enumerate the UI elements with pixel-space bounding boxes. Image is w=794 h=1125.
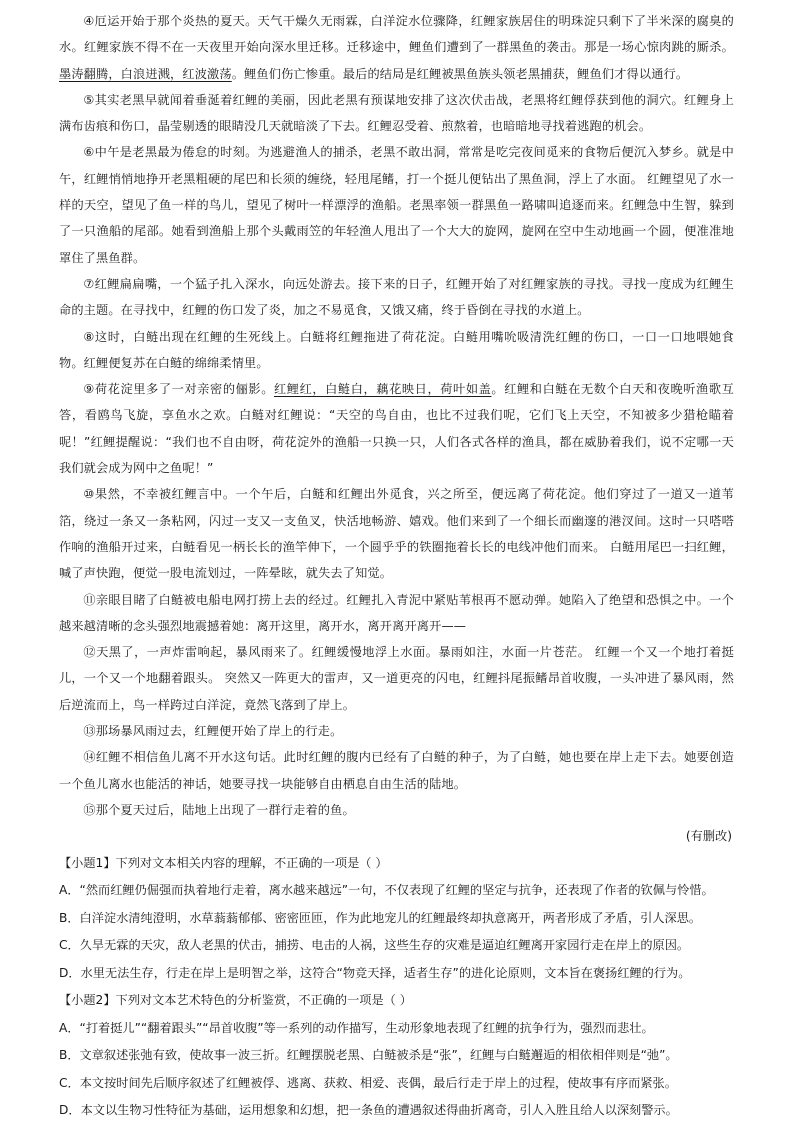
paragraph-9-text-b: 。红鲤和白鲢在无数个白天和夜晚听渔歌互答，看鸥鸟飞旋，享鱼水之欢。白鲢对红鲤说：“天空的鸟自由，也比不过我们呢，它们飞上天空，不知被多少猎枪瞄着呢！”红鲤提醒说：“我们也不自由呀，荷花淀外的渔船一只换一只，人们各式各样的渔具，都在威胁着我们，说不定哪一天我们就会成为网中之鱼呢！” — [59, 382, 734, 476]
question-2 — [0, 987, 794, 1125]
paragraph-9-text-a: ⑨荷花淀里多了一对亲密的俪影。 — [83, 382, 274, 397]
paragraph-4-text-a: ④厄运开始于那个炎热的夏天。天气干燥久无雨霖，白洋淀水位骤降，红鲤家族居住的明珠淀只剩下了半米深的腐臭的水。红鲤家族不得不在一天夜里开始向深水里迁移。迁移途中，鲤鱼们遭到了一群黑鱼的袭击。那是一场心惊肉跳的厮杀。 — [59, 14, 734, 55]
paragraph-13: ⑬那场暴风雨过去，红鲤便开始了岸上的行走。 — [83, 724, 343, 739]
paragraph-5: ⑤其实老黑早就闻着垂涎着红鲤的美丽，因此老黑有预谋地安排了这次伏击战，老黑将红鲤俘获到他的洞穴。红鲤身上满布齿痕和伤口，晶莹剔透的眼睛没几天就暗淡了下去。红鲤忍受着、煎熬着，也暗暗地寻找着逃跑的机会。 — [59, 92, 734, 134]
paragraph-4-text-b: 。鲤鱼们伤亡惨重。最后的结局是红鲤被黑鱼族头领老黑捕获，鲤鱼们才得以通行。 — [231, 66, 689, 81]
paragraph-6: ⑥中午是老黑最为倦怠的时刻。为逃避渔人的捕杀，老黑不敢出洞，常常是吃完夜间觅来的食物后便沉入梦乡。就是中午，红鲤悄悄地挣开老黑粗硬的尾巴和长须的缠绕，轻甩尾鳍，打一个挺儿便钻出了黑鱼洞，浮上了水面。 红鲤望见了水一样的天空，望见了鱼一样的鸟儿，望见了树叶一样漂浮的渔船。老黑率领一群黑鱼一路啸叫追逐而来。红鲤急中生智，躲到了一只渔船的尾部。她看到渔船上那个头戴雨笠的年轻渔人甩出了一个大大的旋网，旋网在空中生动地画一个圆，便准准地罩住了黑鱼群。 — [59, 145, 734, 265]
paragraph-7: ⑦红鲤扁扁嘴，一个猛子扎入深水，向远处游去。接下来的日子，红鲤开始了对红鲤家族的寻找。寻找一度成为红鲤生命的主题。在寻找中，红鲤的伤口发了炎，加之不易觅食，又饿又痛，终于昏倒在寻找的水道上。 — [59, 276, 734, 318]
reading-passage — [0, 8, 794, 1125]
paragraph-12: ⑫天黑了，一声炸雷响起，暴风雨来了。红鲤缓慢地浮上水面。暴雨如注，水面一片苍茫。 红鲤一个又一个地打着挺儿，一个又一个地翻着跟头。 突然又一阵更大的雷声，又一道更亮的闪电，红鲤抖尾振鳍昂首收腹，一头冲进了暴风雨，然后逆流而上，鸟一样跨过白洋淀，竟然飞落到了岸上。 — [59, 645, 734, 712]
question-1-option-c[interactable]: C．久旱无霖的天灾，敌人老黑的伏击，捕捞、电击的人祸，这些生存的灾难是逼迫红鲤离开家园行走在岸上的原因。 — [59, 938, 690, 952]
paragraph-4-underlined: 墨涛翻腾，白浪迸溅，红波激荡 — [59, 66, 232, 81]
paragraph-11: ⑪亲眼目睹了白鲢被电船电网打捞上去的经过。红鲤扎入青泥中紧贴苇根再不愿动弹。她陷入了绝望和恐惧之中。一个越来越清晰的念头强烈地震撼着她：离开这里，离开水，离开离开离开—— — [59, 592, 734, 633]
paragraph-8: ⑧这时，白鲢出现在红鲤的生死线上。白鲢将红鲤拖进了荷花淀。白鲢用嘴吮吸清洗红鲤的伤口，一口一口地喂她食物。红鲤便复苏在白鲢的绵绵柔情里。 — [59, 329, 734, 370]
paragraph-4 — [0, 8, 794, 87]
paragraph-9 — [0, 376, 794, 481]
question-1-option-a[interactable]: A．“然而红鲤仍倔强而执着地行走着，离水越来越远”一句，不仅表现了红鲤的坚定与抗争，还表现了作者的钦佩与怜惜。 — [59, 883, 714, 897]
source-note: (有删改) — [685, 829, 732, 844]
question-2-option-b[interactable]: B．文章叙述张弛有致，使故事一波三折。红鲤摆脱老黑、白鲢被杀是“张”，红鲤与白鲢邂逅的相依相伴则是“弛”。 — [59, 1048, 678, 1062]
paragraph-9-underlined: 红鲤红，白鲢白，藕花映日，荷叶如盖 — [273, 382, 492, 397]
question-1-option-d[interactable]: D．水里无法生存，行走在岸上是明智之举，这符合“物竞天择，适者生存”的进化论原则，文本旨在褒扬红鲤的行为。 — [59, 965, 691, 980]
question-2-option-a[interactable]: A．“打着挺儿”“翻着跟头”“昂首收腹”等一系列的动作描写，生动形象地表现了红鲤的抗争行为，强烈而悲壮。 — [59, 1020, 654, 1035]
paragraph-10: ⑩果然，不幸被红鲤言中。一个午后，白鲢和红鲤出外觅食，兴之所至，便远离了荷花淀。他们穿过了一道又一道苇箔，绕过一条又一条粘网，闪过一支又一支鱼叉，快活地畅游、嬉戏。他们来到了一个细长而幽邃的港汊间。这时一只嗒嗒作响的渔船开过来，白鲢看见一柄长长的渔竿伸下，一个圆乎乎的铁圈拖着长长的电线冲他们而来。 白鲢用尾巴一扫红鲤，喊了声快跑，便觉一股电流划过，一阵晕眩，就失去了知觉。 — [59, 487, 734, 581]
paragraph-14: ⑭红鲤不相信鱼儿离不开水这句话。此时红鲤的腹内已经有了白鲢的种子，为了白鲢，她也要在岸上走下去。她要创造一个鱼儿离水也能活的神话，她要寻找一块能够自由栖息自由生活的陆地。 — [59, 750, 734, 791]
question-1 — [0, 850, 794, 988]
question-2-stem: 【小题2】下列对文本艺术特色的分析鉴赏，不正确的一项是（ ） — [59, 993, 412, 1007]
question-1-stem: 【小题1】下列对文本相关内容的理解，不正确的一项是（ ） — [59, 855, 388, 870]
question-1-option-b[interactable]: B．白洋淀水清纯澄明，水草蓊蓊郁郁、密密匝匝，作为此地宠儿的红鲤最终却执意离开，两者形成了矛盾，引人深思。 — [59, 910, 702, 925]
paragraph-15: ⑮那个夏天过后，陆地上出现了一群行走着的鱼。 — [83, 802, 355, 817]
question-2-option-d[interactable]: D．本文以生物习性特征为基础，运用想象和幻想，把一条鱼的遭遇叙述得曲折离奇，引人入胜且给人以深刻警示。 — [59, 1103, 678, 1117]
question-2-option-c[interactable]: C．本文按时间先后顺序叙述了红鲤被俘、逃离、获救、相爱、丧偶，最后行走于岸上的过程，使故事有序而紧张。 — [59, 1075, 677, 1090]
